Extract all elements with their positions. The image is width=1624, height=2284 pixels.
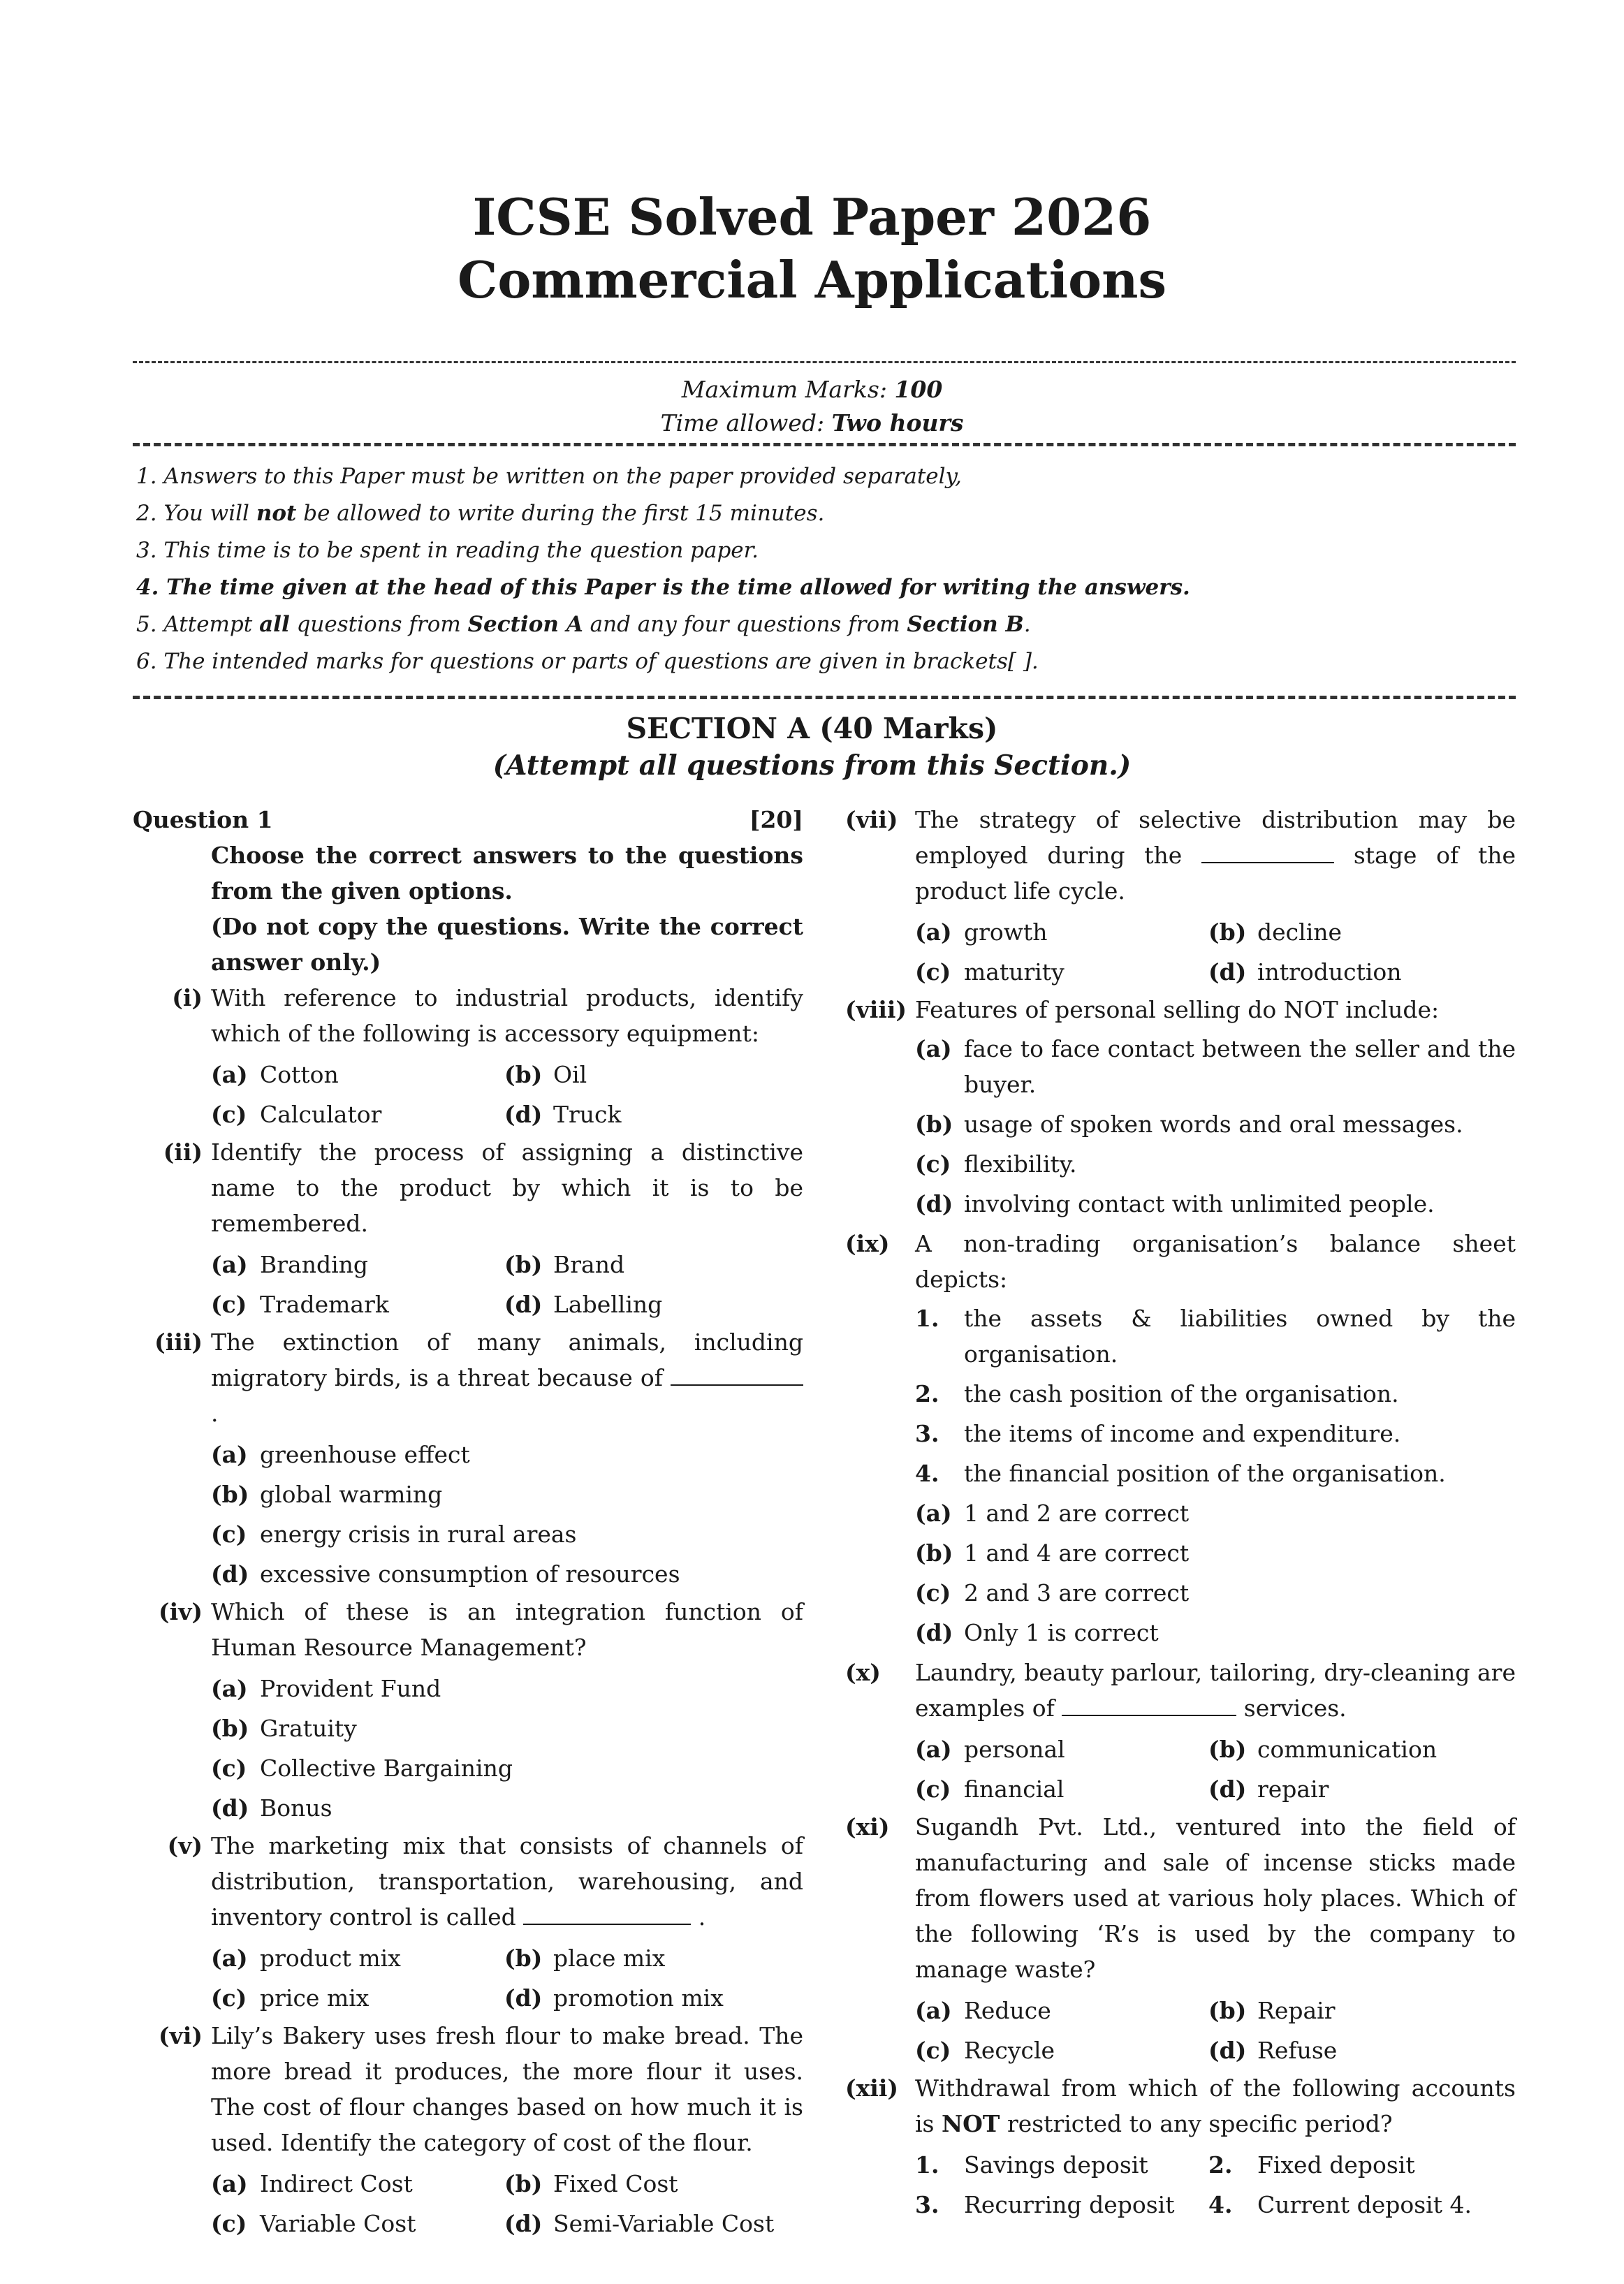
- option-4: 4. Current deposit 4.: [1208, 2191, 1472, 2218]
- instruction-2: 2. You will not be allowed to write during the first 15 minutes.: [136, 501, 825, 526]
- option-a: (a) face to face contact between the seller and the buyer.: [915, 1035, 1516, 1098]
- options-vi: [133, 2164, 803, 2243]
- question-number: (xii): [845, 2074, 898, 2102]
- option-c: (c) Trademark: [211, 1291, 389, 1318]
- option-c: (c) maturity: [915, 958, 1065, 986]
- option-c: (c) Collective Bargaining: [211, 1755, 513, 1782]
- option-d: (d) Refuse: [1208, 2037, 1338, 2064]
- option-a: (a) greenhouse effect: [211, 1441, 470, 1468]
- instruction-4: 4. The time given at the head of this Paper is the time allowed for writing the answers.: [136, 575, 1190, 600]
- question-i: [133, 980, 803, 1051]
- statement-2: 2. the cash position of the organisation.: [915, 1380, 1399, 1407]
- options-iii: [133, 1435, 803, 1594]
- question-number: (i): [172, 984, 203, 1011]
- options-vii: [845, 912, 1516, 992]
- instruction-5: 5. Attempt all questions from Section A and any four questions from Section B.: [136, 612, 1031, 637]
- question-directive: Choose the correct answers to the questions from the given options.: [211, 842, 803, 905]
- option-d: (d) Semi-Variable Cost: [504, 2210, 775, 2237]
- question-text: The extinction of many animals, including migratory birds, is a threat because of: [211, 1328, 803, 1391]
- question-text: Laundry, beauty parlour, tailoring, dry-cleaning are examples of: [915, 1659, 1516, 1722]
- option-c: (c) energy crisis in rural areas: [211, 1521, 577, 1548]
- option-c: (c) flexibility.: [915, 1150, 1077, 1178]
- question-text: Withdrawal from which of the following accounts is: [915, 2074, 1516, 2137]
- question-number: (vii): [845, 806, 898, 833]
- option-b: (b) global warming: [211, 1481, 443, 1508]
- divider-meta: [133, 443, 1516, 446]
- question-ix: [845, 1226, 1516, 1297]
- question-text: Which of these is an integration function of Human Resource Management?: [211, 1598, 803, 1661]
- question-label: Question 1: [133, 806, 273, 833]
- answer-blank: [1062, 1694, 1236, 1716]
- option-d: (d) Bonus: [211, 1794, 332, 1822]
- paper-title: ICSE Solved Paper 2026: [472, 187, 1152, 247]
- question-text: Sugandh Pvt. Ltd., ventured into the field of manufacturing and sale of incense sticks made from flowers used at various holy places. Which of the following ‘R’s is used by the company to manage waste?: [915, 1813, 1516, 1983]
- option-b: (b) Repair: [1208, 1997, 1336, 2024]
- option-a: (a) Reduce: [915, 1997, 1051, 2024]
- question-number: (viii): [845, 996, 907, 1023]
- question-x: (x) Laundry, beauty parlour, tailoring, dry-cleaning are examples of services.: [845, 1655, 1516, 1726]
- option-d: (d) involving contact with unlimited people.: [915, 1190, 1435, 1217]
- question-v: (v) The marketing mix that consists of channels of distribution, transportation, warehousing, and inventory control is called .: [133, 1828, 803, 1935]
- option-d: (d) Labelling: [504, 1291, 663, 1318]
- option-d: (d) Only 1 is correct: [915, 1619, 1159, 1646]
- option-b: (b) 1 and 4 are correct: [915, 1539, 1190, 1567]
- option-a: (a) personal: [915, 1736, 1065, 1763]
- answer-blank: [671, 1363, 803, 1386]
- options-v: [133, 1938, 803, 2018]
- options-x: [845, 1729, 1516, 1809]
- question-note: (Do not copy the questions. Write the correct answer only.): [211, 913, 803, 976]
- question-number: (ix): [845, 1230, 890, 1257]
- instructions: [136, 458, 1519, 680]
- question-text: Features of personal selling do NOT include:: [915, 996, 1440, 1023]
- left-column: [133, 802, 803, 2243]
- option-b: (b) decline: [1208, 918, 1343, 946]
- question-vi: [133, 2018, 803, 2160]
- instruction-6: 6. The intended marks for questions or parts of questions are given in brackets[ ].: [136, 649, 1039, 674]
- statement-4: 4. the financial position of the organisation.: [915, 1460, 1446, 1487]
- option-c: (c) financial: [915, 1776, 1065, 1803]
- options-i: [133, 1055, 803, 1134]
- maximum-marks: Maximum Marks: 100: [681, 376, 943, 403]
- option-a: (a) 1 and 2 are correct: [915, 1500, 1190, 1527]
- right-column: [845, 802, 1516, 2225]
- instruction-1: 1. Answers to this Paper must be written on the paper provided separately,: [136, 464, 962, 489]
- option-3: 3. Recurring deposit: [915, 2191, 1175, 2218]
- option-c: (c) Variable Cost: [211, 2210, 416, 2237]
- option-2: 2. Fixed deposit: [1208, 2151, 1415, 2179]
- question-vii: (vii) The strategy of selective distribution may be employed during the stage of the product life cycle.: [845, 802, 1516, 909]
- question-text: With reference to industrial products, identify which of the following is accessory equipment:: [211, 984, 803, 1047]
- option-b: (b) Oil: [504, 1061, 587, 1088]
- question-heading: [133, 802, 803, 837]
- option-c: (c) price mix: [211, 1984, 370, 2012]
- question-number: (xi): [845, 1813, 890, 1840]
- option-a: (a) growth: [915, 918, 1048, 946]
- statement-3: 3. the items of income and expenditure.: [915, 1420, 1401, 1447]
- option-c: (c) Calculator: [211, 1101, 382, 1128]
- question-iv: [133, 1594, 803, 1665]
- question-xii: (xii) Withdrawal from which of the following accounts is NOT restricted to any specific period?: [845, 2070, 1516, 2142]
- option-b: (b) usage of spoken words and oral messages.: [915, 1111, 1463, 1138]
- question-number: (iii): [154, 1328, 203, 1356]
- paper-subject: Commercial Applications: [458, 250, 1166, 309]
- option-b: (b) Fixed Cost: [504, 2170, 678, 2197]
- statements-ix: [845, 1301, 1516, 1650]
- option-a: (a) Provident Fund: [211, 1675, 441, 1702]
- option-a: (a) product mix: [211, 1945, 401, 1972]
- option-d: (d) Truck: [504, 1101, 622, 1128]
- options-viii: [845, 1031, 1516, 1222]
- option-a: (a) Indirect Cost: [211, 2170, 413, 2197]
- option-b: (b) place mix: [504, 1945, 666, 1972]
- option-d: (d) repair: [1208, 1776, 1329, 1803]
- option-a: (a) Branding: [211, 1251, 369, 1278]
- options-iv: [133, 1669, 803, 1828]
- question-marks: [20]: [749, 806, 803, 833]
- section-subtitle: (Attempt all questions from this Section.): [492, 749, 1132, 782]
- question-ii: [133, 1134, 803, 1241]
- option-d: (d) introduction: [1208, 958, 1402, 986]
- option-c: (c) 2 and 3 are correct: [915, 1579, 1190, 1606]
- option-d: (d) excessive consumption of resources: [211, 1560, 680, 1588]
- option-b: (b) Brand: [504, 1251, 625, 1278]
- option-a: (a) Cotton: [211, 1061, 339, 1088]
- question-number: (vi): [159, 2022, 203, 2049]
- question-text: A non-trading organisation’s balance sheet depicts:: [915, 1230, 1516, 1293]
- question-text: The marketing mix that consists of channels of distribution, transportation, warehousing, and inventory control is called: [211, 1832, 803, 1931]
- instruction-3: 3. This time is to be spent in reading the question paper.: [136, 538, 759, 563]
- answer-blank: [1201, 841, 1334, 863]
- question-text: Identify the process of assigning a distinctive name to the product by which it is to be remembered.: [211, 1139, 803, 1237]
- divider-instructions: [133, 696, 1516, 699]
- options-xi: [845, 1991, 1516, 2070]
- time-allowed: Time allowed: Two hours: [660, 409, 964, 437]
- option-c: (c) Recycle: [915, 2037, 1055, 2064]
- question-iii: (iii) The extinction of many animals, including migratory birds, is a threat because of .: [133, 1324, 803, 1431]
- section-title: SECTION A (40 Marks): [626, 712, 998, 745]
- option-b: (b) communication: [1208, 1736, 1438, 1763]
- question-text: The strategy of selective distribution may be employed during the: [915, 806, 1516, 869]
- question-xi: [845, 1809, 1516, 1987]
- statement-1: 1. the assets & liabilities owned by the organisation.: [915, 1305, 1516, 1368]
- option-b: (b) Gratuity: [211, 1715, 357, 1742]
- options-ii: [133, 1245, 803, 1324]
- question-number: (ii): [163, 1139, 203, 1166]
- question-number: (iv): [159, 1598, 203, 1625]
- options-xii: [845, 2145, 1516, 2225]
- question-number: (x): [845, 1659, 881, 1686]
- option-1: 1. Savings deposit: [915, 2151, 1148, 2179]
- question-viii: [845, 992, 1516, 1027]
- option-d: (d) promotion mix: [504, 1984, 724, 2012]
- divider-top: [133, 361, 1516, 363]
- question-number: (v): [167, 1832, 203, 1859]
- question-text: Lily’s Bakery uses fresh flour to make bread. The more bread it produces, the more flour it uses. The cost of flour changes based on how much it is used. Identify the category of cost of the flour.: [211, 2022, 803, 2156]
- answer-blank: [523, 1903, 691, 1925]
